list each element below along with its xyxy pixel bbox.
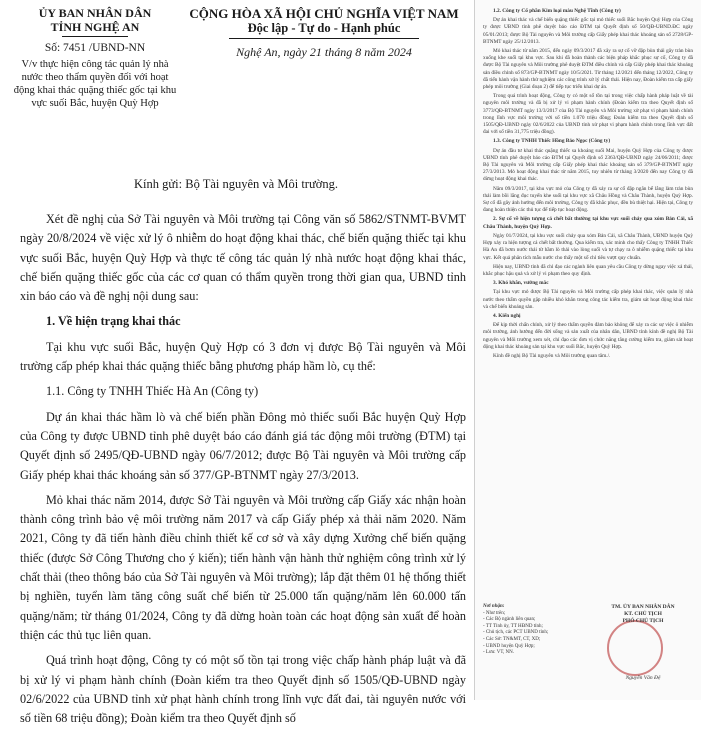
recipient-item: - Các Sở: TN&MT, CT, XD; (483, 636, 541, 642)
body-paragraph: Quá trình hoạt động, Công ty có một số tồn tại trong việc chấp hành pháp luật và đã bị xử lý vi phạm hành chính (Đoàn kiểm tra theo Quyết định số 1505/QĐ-UBND ngày 02/6/2022 của UBND tỉnh xử phạt hành chính trong lĩnh vực đất đai, tài nguyên nước với số tiền 68 triệu đồng); Đoàn kiểm tra theo Quyết định số (20, 653, 466, 726)
recipient-item: - Như trên; (483, 610, 506, 616)
recipients-list (483, 604, 583, 657)
body-paragraph: Mỏ khai thác từ năm 2015, đến ngày 09/3/2017 đã xây ra sự cố vỡ đập bùn thải gây tràn bùn xuống khe suối tại khu vực. Sau khi đã hoàn thành các biện pháp khắc phục sự cố, Công ty đã được Bộ Tài nguyên và Môi trường phê duyệt ĐTM điều chỉnh và cấp Giấy phép khai thác khoáng sản điều chỉnh số 873/GP-BTNMT ngày 10/5/2021. Từ tháng 12/2021 đến tháng 12/2022, Công ty đã tiến hành vận hành thử nghiệm các công trình xử lý chất thải. Hiện nay, Đoàn kiểm tra cấp giấy phép môi trường (Giai đoạn 2) để tiếp tục triển khai dự án. (483, 48, 693, 91)
section-heading: 4. Kiến nghị (493, 312, 521, 319)
body-paragraph: Tại khu vực suối Bắc, huyện Quỳ Hợp có 3 đơn vị được Bộ Tài nguyên và Môi trường cấp phép khai thác quặng thiếc bằng phương pháp hầm lò, cụ thể: (20, 339, 466, 374)
signature-role-2: PHÓ CHỦ TỊCH (622, 618, 664, 624)
document-number: Số: 7451 /UBND-NN (44, 42, 146, 54)
section-heading: 3. Khó khăn, vướng mắc (493, 280, 549, 287)
recipient-item: - TT Tỉnh ủy, TT HĐND tỉnh; (483, 623, 543, 629)
body-paragraph: Để kịp thời chấn chỉnh, xử lý theo thẩm quyền đảm bảo không để xảy ra các sự việc ô nhiễm môi trường, ảnh hưởng đến đời sống và sản xuất của nhân dân, UBND tỉnh kính đề nghị Bộ Tài nguyên và Môi trường xem xét, chỉ đạo các đơn vị chức năng tăng cường kiểm tra, giám sát hoạt động khai thác khoáng sản tại khu vực suối Bắc, huyện Quỳ Hợp. (483, 322, 693, 350)
agency-underline (62, 36, 128, 37)
recipients-heading: Nơi nhận: (483, 604, 505, 609)
body-paragraph: Kính đề nghị Bộ Tài nguyên và Môi trường quan tâm./. (493, 352, 611, 359)
signature-org: TM. ỦY BAN NHÂN DÂN (611, 604, 675, 610)
body-paragraph: Hiện nay, UBND tỉnh đã chỉ đạo các ngành liên quan yêu cầu Công ty dừng ngay việc xả thải, khắc phục hậu quả và xử lý vi phạm theo quy định. (483, 263, 693, 277)
signer-name: Nguyễn Văn Đệ (625, 675, 661, 681)
recipient-item: - Chủ tịch, các PCT UBND tỉnh; (483, 630, 549, 636)
body-paragraph: Xét đề nghị của Sở Tài nguyên và Môi trường tại Công văn số 5862/STNMT-BVMT ngày 20/8/2024 về việc xử lý ô nhiễm do hoạt động khai thác, chế biến quặng thiếc tại khu vực suối Bắc, huyện Quỳ Hợp và thực tế công tác quản lý nhà nước hoạt động khai thác, chế biến quặng thiếc gốc của các cơ quan có thẩm quyền trong thời gian qua, UBND tỉnh xin báo cáo và đề nghị nội dung sau: (20, 212, 466, 304)
signature-block (593, 604, 693, 682)
section-heading: 2. Sự cố về hiện tượng cá chết bất thường tại khu vực suối chảy qua xóm Bản Cải, xã Châu Thành, huyện Quỳ Hợp. (483, 216, 693, 230)
body-paragraph: Dự án đầu tư khai thác quặng thiếc sa khoáng suối Mai, huyện Quỳ Hợp của Công ty được UBND tỉnh phê duyệt báo cáo ĐTM tại Quyết định số 2363/QĐ-UBND ngày 24/06/2011; được Bộ Tài nguyên và Môi trường cấp Giấy phép khai thác khoáng sản số 379/GP-BTNMT ngày 27/3/2013. Mỏ hoạt động khai thác từ năm 2015, tuy nhiên từ tháng 3/2020 đến nay Công ty đã dừng hoạt động khai thác. (483, 147, 693, 183)
subsection-heading: 1.3. Công ty TNHH Thiếc Hồng Bảo Ngọc (Công ty) (493, 138, 611, 145)
body-paragraph: Mỏ khai thác năm 2014, được Sở Tài nguyên và Môi trường cấp Giấy xác nhận hoàn thành công trình bảo vệ môi trường năm 2017 và cấp Giấy phép xả thải năm 2020. Năm 2021, Công ty đã tiến hành điều chỉnh thiết kế cơ sở và xây dựng Xưởng chế biến quặng thiếc (được Sở Công Thương cho ý kiến); tiến hành vận hành thử nghiệm công trình xử lý chất thải (theo thông báo của Sở Tài nguyên và Môi trường); lắp đặt thêm 01 hệ thống thiết bị nghiền, tuyển làm tăng công suất chế biến từ 25.000 tấn quặng/năm lên 60.000 tấn quặng/năm; từ tháng 01/2024, Công ty đã dừng hoàn toàn các hoạt động sản xuất để hoàn thiện các thủ tục liên quan. (20, 492, 466, 642)
body-paragraph: Dự án khai thác và chế biến quặng thiếc gốc tại mỏ thiếc suối Bắc huyện Quỳ Hợp của Công ty được UBND tỉnh phê duyệt báo cáo ĐTM tại Quyết định số 50/QĐ-UBND.ĐC ngày 05/01/2013; được Bộ Tài nguyên và Môi trường cấp Giấy phép khai thác khoáng sản số 2728/GP-BTNMT ngày 25/12/2013. (483, 17, 693, 45)
national-title: CỘNG HÒA XÃ HỘI CHỦ NGHĨA VIỆT NAM (189, 6, 459, 21)
issuing-agency-block (10, 6, 180, 110)
recipient-item: - UBND huyện Quỳ Hợp; (483, 643, 535, 649)
motto-underline (229, 38, 419, 39)
recipient-item: - Các Bộ ngành liên quan; (483, 617, 536, 623)
subsection-heading: 1.1. Công ty TNHH Thiếc Hà An (Công ty) (46, 384, 259, 399)
section-heading: 1. Về hiện trạng khai thác (46, 314, 181, 329)
page2-body (483, 8, 693, 362)
agency-name-line1: ỦY BAN NHÂN DÂN (38, 6, 152, 20)
agency-name-line2: TỈNH NGHỆ AN (50, 20, 140, 34)
body-paragraph: Năm 09/3/2017, tại khu vực mỏ của Công ty đã xảy ra sự cố đập ngăn bể lắng làm tràn bùn thải làm bồi lắng đục tuyến khe suối tại khu vực xã Châu Hồng và Châu Thành, huyện Quỳ Hợp. Sự cố đã gây ảnh hưởng đến môi trường, Công ty đã khắc phục, đền bù thiệt hại. Hiện tại, Công ty đang hoàn thiện các thủ tục để tiếp tục hoạt động. (483, 185, 693, 214)
subsection-heading: 1.2. Công ty Cổ phần Kim loại màu Nghệ Tĩnh (Công ty) (493, 8, 621, 14)
national-header-block (184, 6, 464, 60)
body-paragraph: Trong quá trình hoạt động, Công ty có một số tồn tại trong việc chấp hành pháp luật về tài nguyên môi trường và đã bị xử lý vi phạm hành chính (Đoàn kiểm tra theo Quyết định số 3773/QĐ-BTNMT ngày 13/3/2017 của Bộ Tài nguyên và Môi trường xử phạt vi phạm hành chính trong lĩnh vực môi trường với số tiền 1.070 triệu đồng; Đoàn kiểm tra theo Quyết định số 1505/QĐ-UBND ngày 02/6/2022 của UBND tỉnh xử phạt vi phạm hành chính trong lĩnh vực đất đai với số tiền 31,775 triệu đồng). (483, 93, 693, 136)
body-paragraph: Dự án khai thác hầm lò và chế biến phần Đông mỏ thiếc suối Bắc huyện Quỳ Hợp của Công ty được UBND tỉnh phê duyệt báo cáo đánh giá tác động môi trường (ĐTM) tại Quyết định số 2495/QĐ-UBND ngày 06/7/2012; được Bộ Tài nguyên và Môi trường cấp Giấy phép khai thác khoáng sản số 377/GP-BTNMT ngày 27/3/2013. (20, 409, 466, 482)
document-body (20, 210, 466, 734)
document-page-2 (474, 0, 701, 700)
body-paragraph: Tại khu vực mỏ được Bộ Tài nguyên và Môi trường cấp phép khai thác, việc quản lý nhà nước theo thẩm quyền gặp nhiều khó khăn trong công tác kiểm tra, giám sát hoạt động khai thác và chế biến khoáng sản. (483, 289, 693, 310)
document-date: Nghệ An, ngày 21 tháng 8 năm 2024 (236, 45, 412, 59)
recipient-item: - Lưu: VT, NN. (483, 650, 514, 656)
body-paragraph: Ngày 01/7/2024, tại khu vực suối chảy qua xóm Bản Cải, xã Châu Thành, UBND huyện Quỳ Hợp xảy ra hiện tượng cá chết bất thường. Qua kiểm tra, xác minh cho thấy Công ty TNHH Thiếc Hà An đã bơm nước thải từ hầm lò thải vào lòng suối và tự chạy ra ô nhiễm quặng thiếc tại khu vực. Kết quả phân tích mẫu nước cho thấy một số chỉ tiêu vượt quy chuẩn. (483, 232, 693, 261)
greeting-line: Kính gửi: Bộ Tài nguyên và Môi trường. (134, 177, 338, 191)
document-subject: V/v thực hiện công tác quản lý nhà nước theo thẩm quyền đối với hoạt động khai thác quặng thiếc gốc tại khu vực suối Bắc, huyện Quỳ Hợp (13, 59, 177, 109)
national-motto: Độc lập - Tự do - Hạnh phúc (247, 21, 401, 35)
signature-role-1: KT. CHỦ TỊCH (624, 611, 662, 617)
